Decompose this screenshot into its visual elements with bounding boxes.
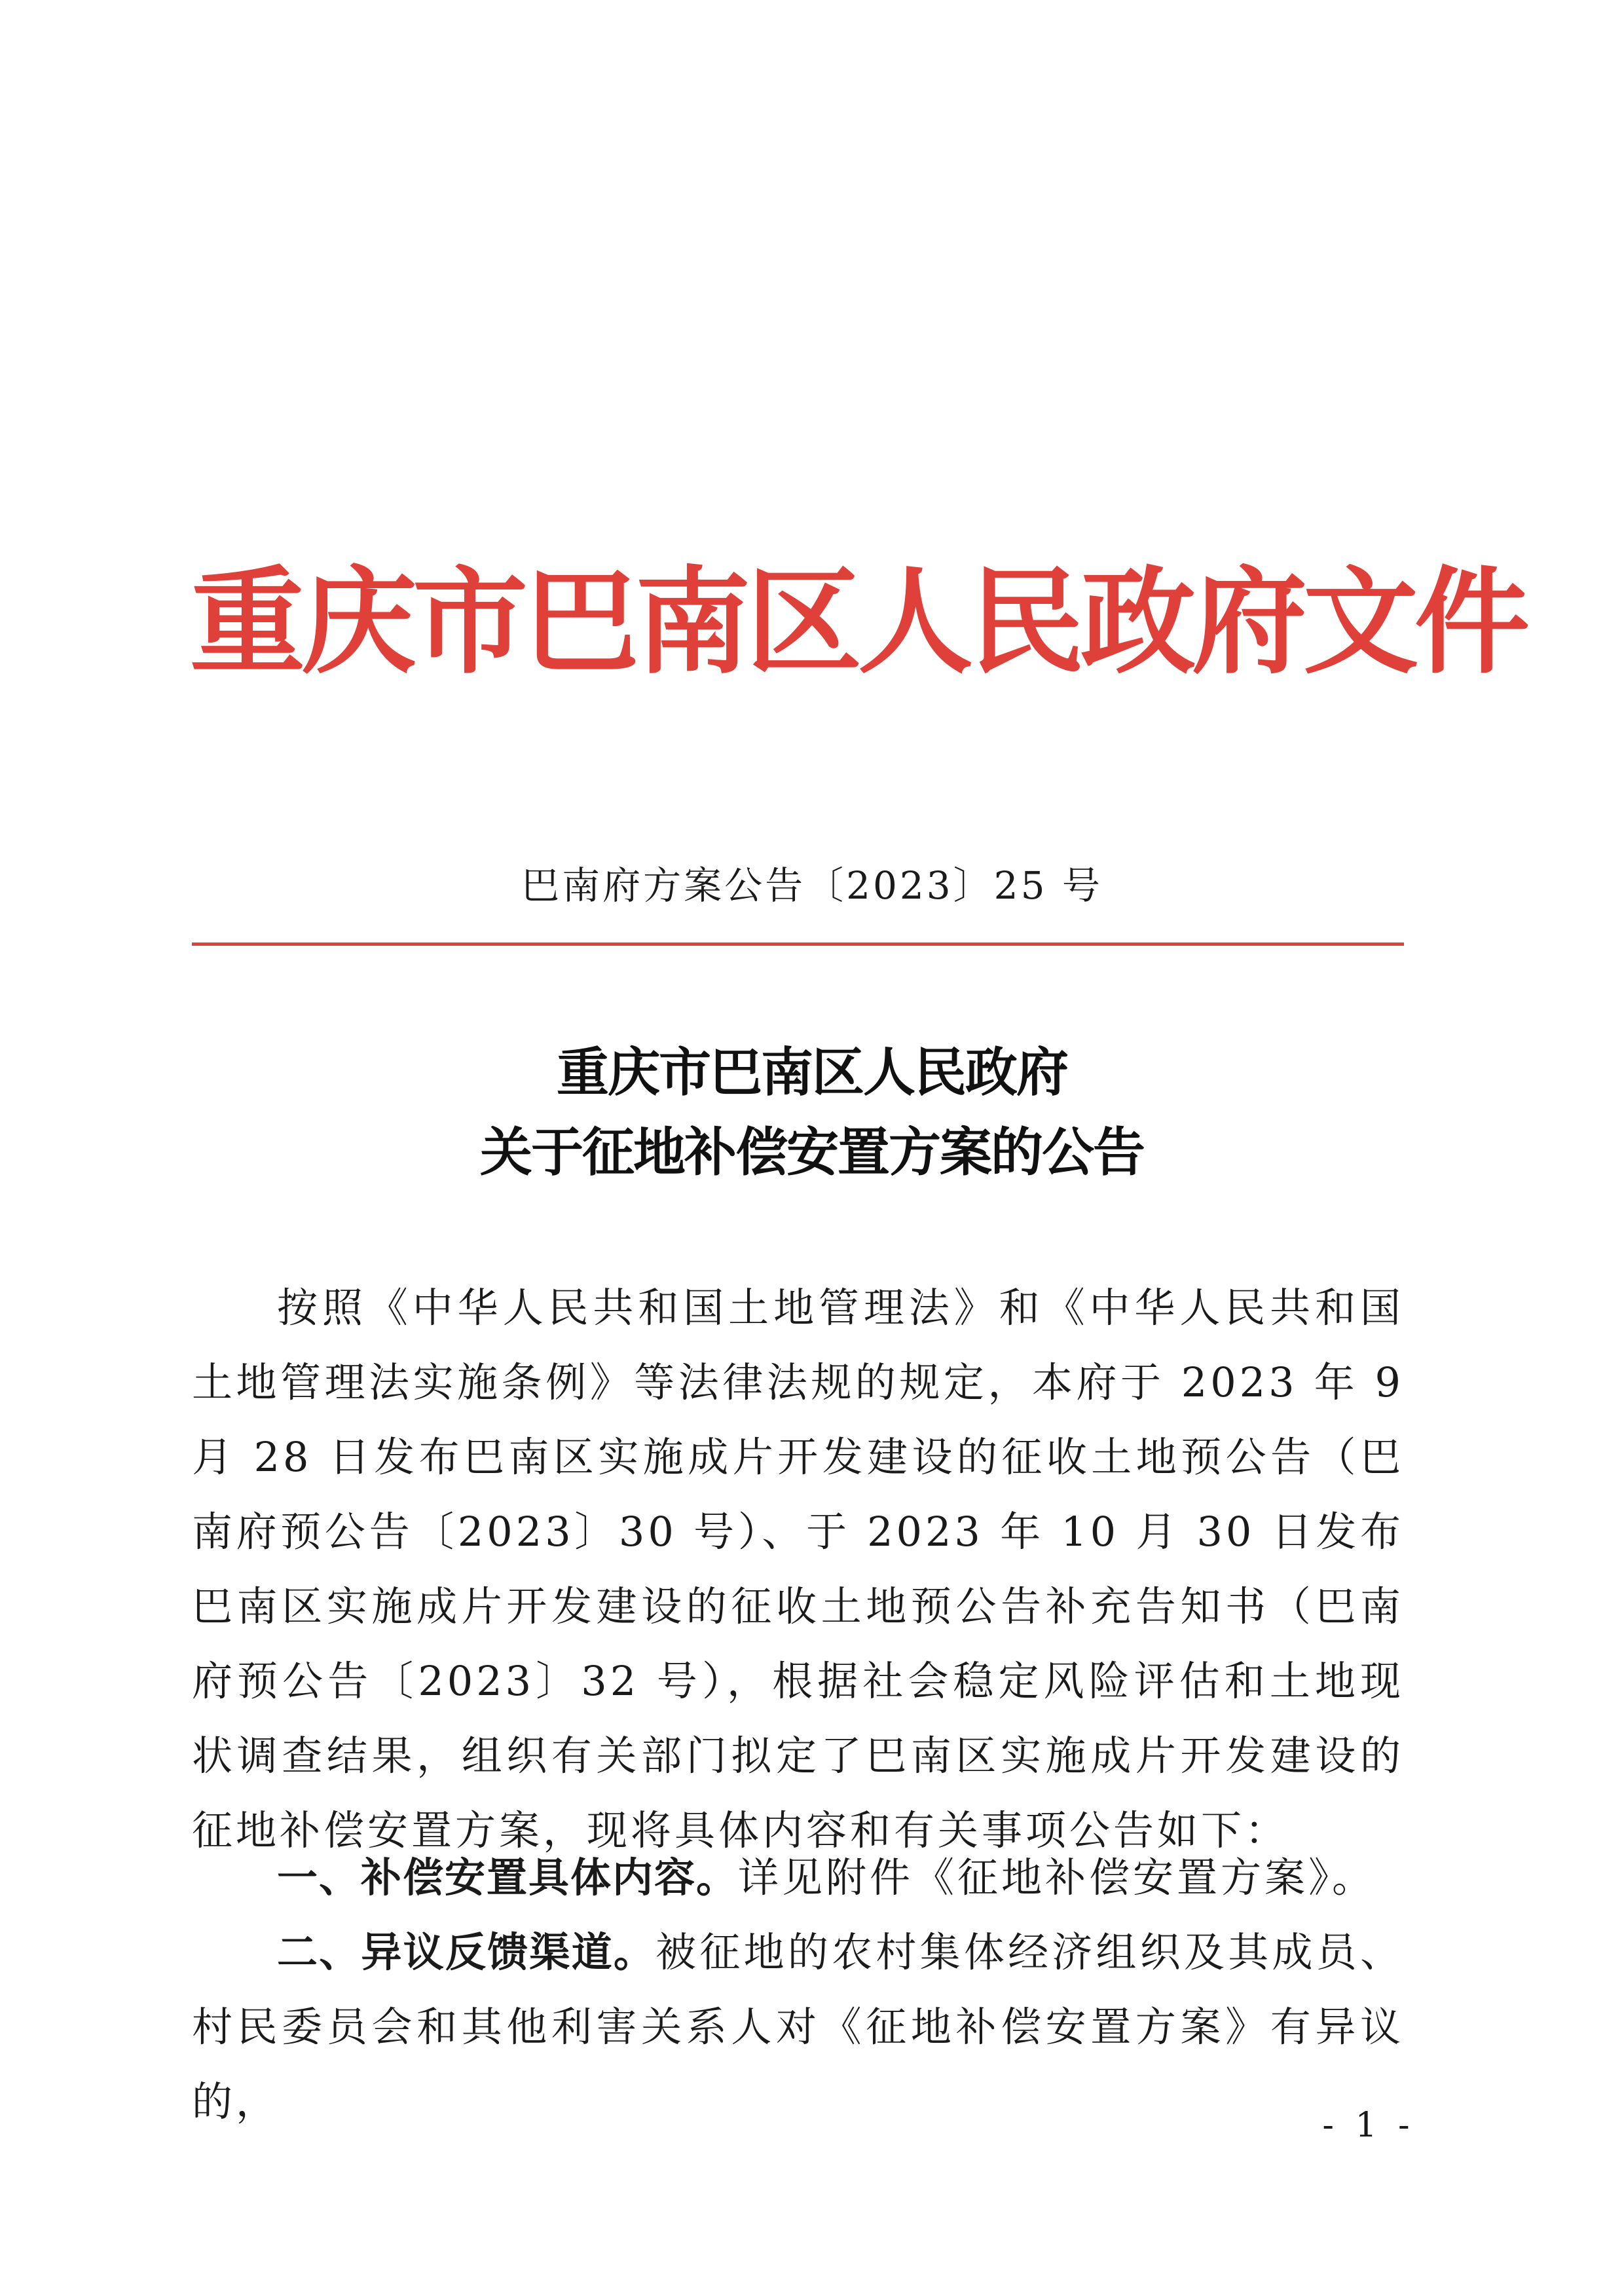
announcement-title-line-1: 重庆市巴南区人民政府 — [557, 1042, 1067, 1103]
red-divider-line — [192, 942, 1404, 946]
section-1-heading: 一、补偿安置具体内容。 — [277, 1854, 739, 1901]
intro-text: 按照《中华人民共和国土地管理法》和《中华人民共和国土地管理法实施条例》等法律法规的规定，本府于 2023 年 9 月 28 日发布巴南区实施成片开发建设的征收土地预公告（巴南府预公告〔2023〕30 号）、于 2023 年 10 月 30 日发布巴南区实施成片开发建设的征收土地预公告补充告知书（巴南府预公告〔2023〕32 号），根据社会稳定风险评估和土地现状调查结果，组织有关部门拟定了巴南区实施成片开发建设的征地补偿安置方案，现将具体内容和有关事项公告如下： — [192, 1284, 1404, 1854]
section-compensation-content — [192, 1840, 1404, 1915]
section-2-text: 被征地的农村集体经济组织及其成员、村民委员会和其他利害关系人对《征地补偿安置方案》有异议的， — [192, 1928, 1404, 2125]
section-objection-channel — [192, 1915, 1404, 2139]
intro-paragraph — [192, 1271, 1404, 1868]
page-number: - 1 - — [1322, 2106, 1415, 2145]
document-number: 巴南府方案公告〔2023〕25 号 — [521, 863, 1103, 908]
section-1-text: 详见附件《征地补偿安置方案》。 — [738, 1854, 1376, 1901]
section-2-heading: 二、异议反馈渠道。 — [277, 1928, 656, 1976]
masthead-title: 重庆市巴南区人民政府文件 — [190, 554, 1526, 690]
announcement-title-line-2: 关于征地补偿安置方案的公告 — [480, 1122, 1144, 1183]
